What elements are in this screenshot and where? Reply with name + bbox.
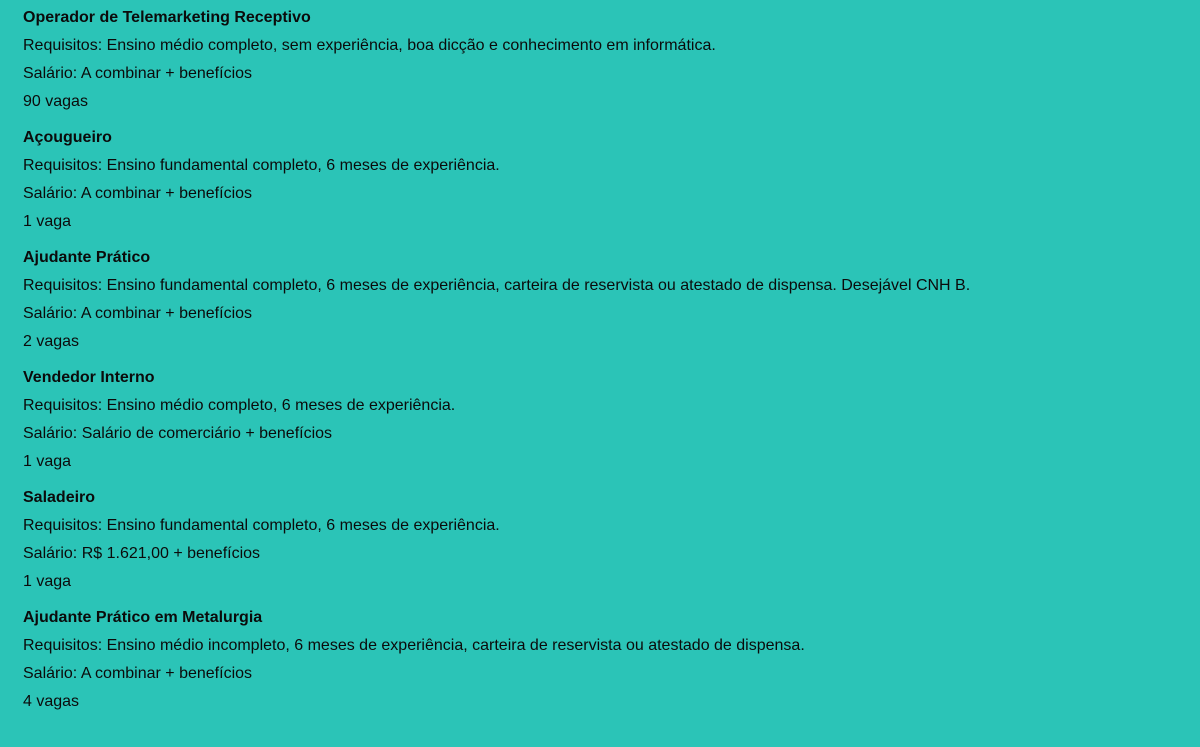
- job-requirements: Requisitos: Ensino médio completo, sem experiência, boa dicção e conhecimento em informática.: [23, 37, 716, 54]
- job-requirements: Requisitos: Ensino médio incompleto, 6 meses de experiência, carteira de reservista ou atestado de dispensa.: [23, 637, 805, 654]
- job-requirements: Requisitos: Ensino médio completo, 6 meses de experiência.: [23, 397, 456, 414]
- job-title: Açougueiro: [23, 129, 112, 146]
- job-openings: 2 vagas: [23, 333, 80, 350]
- job-title: Saladeiro: [23, 489, 96, 506]
- job-listing: [23, 126, 1200, 236]
- job-title: Operador de Telemarketing Receptivo: [23, 9, 311, 26]
- job-openings: 1 vaga: [23, 573, 72, 590]
- job-listing: [23, 6, 1200, 116]
- job-openings: 90 vagas: [23, 93, 88, 110]
- job-openings: 1 vaga: [23, 213, 72, 230]
- job-title: Ajudante Prático: [23, 249, 151, 266]
- job-title: Ajudante Prático em Metalurgia: [23, 609, 263, 626]
- job-salary: Salário: Salário de comerciário + benefícios: [23, 425, 333, 442]
- job-openings: 4 vagas: [23, 693, 80, 710]
- job-listing: [23, 246, 1200, 356]
- job-requirements: Requisitos: Ensino fundamental completo, 6 meses de experiência, carteira de reservista ou atestado de dispensa. Desejável CNH B.: [23, 277, 971, 294]
- job-title: Vendedor Interno: [23, 369, 155, 386]
- job-salary: Salário: A combinar + benefícios: [23, 665, 253, 682]
- job-salary: Salário: A combinar + benefícios: [23, 65, 253, 82]
- job-salary: Salário: R$ 1.621,00 + benefícios: [23, 545, 261, 562]
- job-requirements: Requisitos: Ensino fundamental completo, 6 meses de experiência.: [23, 157, 500, 174]
- job-salary: Salário: A combinar + benefícios: [23, 185, 253, 202]
- job-listing: [23, 366, 1200, 476]
- job-requirements: Requisitos: Ensino fundamental completo, 6 meses de experiência.: [23, 517, 500, 534]
- job-listing: [23, 606, 1200, 716]
- job-openings: 1 vaga: [23, 453, 72, 470]
- job-listing: [23, 486, 1200, 596]
- job-salary: Salário: A combinar + benefícios: [23, 305, 253, 322]
